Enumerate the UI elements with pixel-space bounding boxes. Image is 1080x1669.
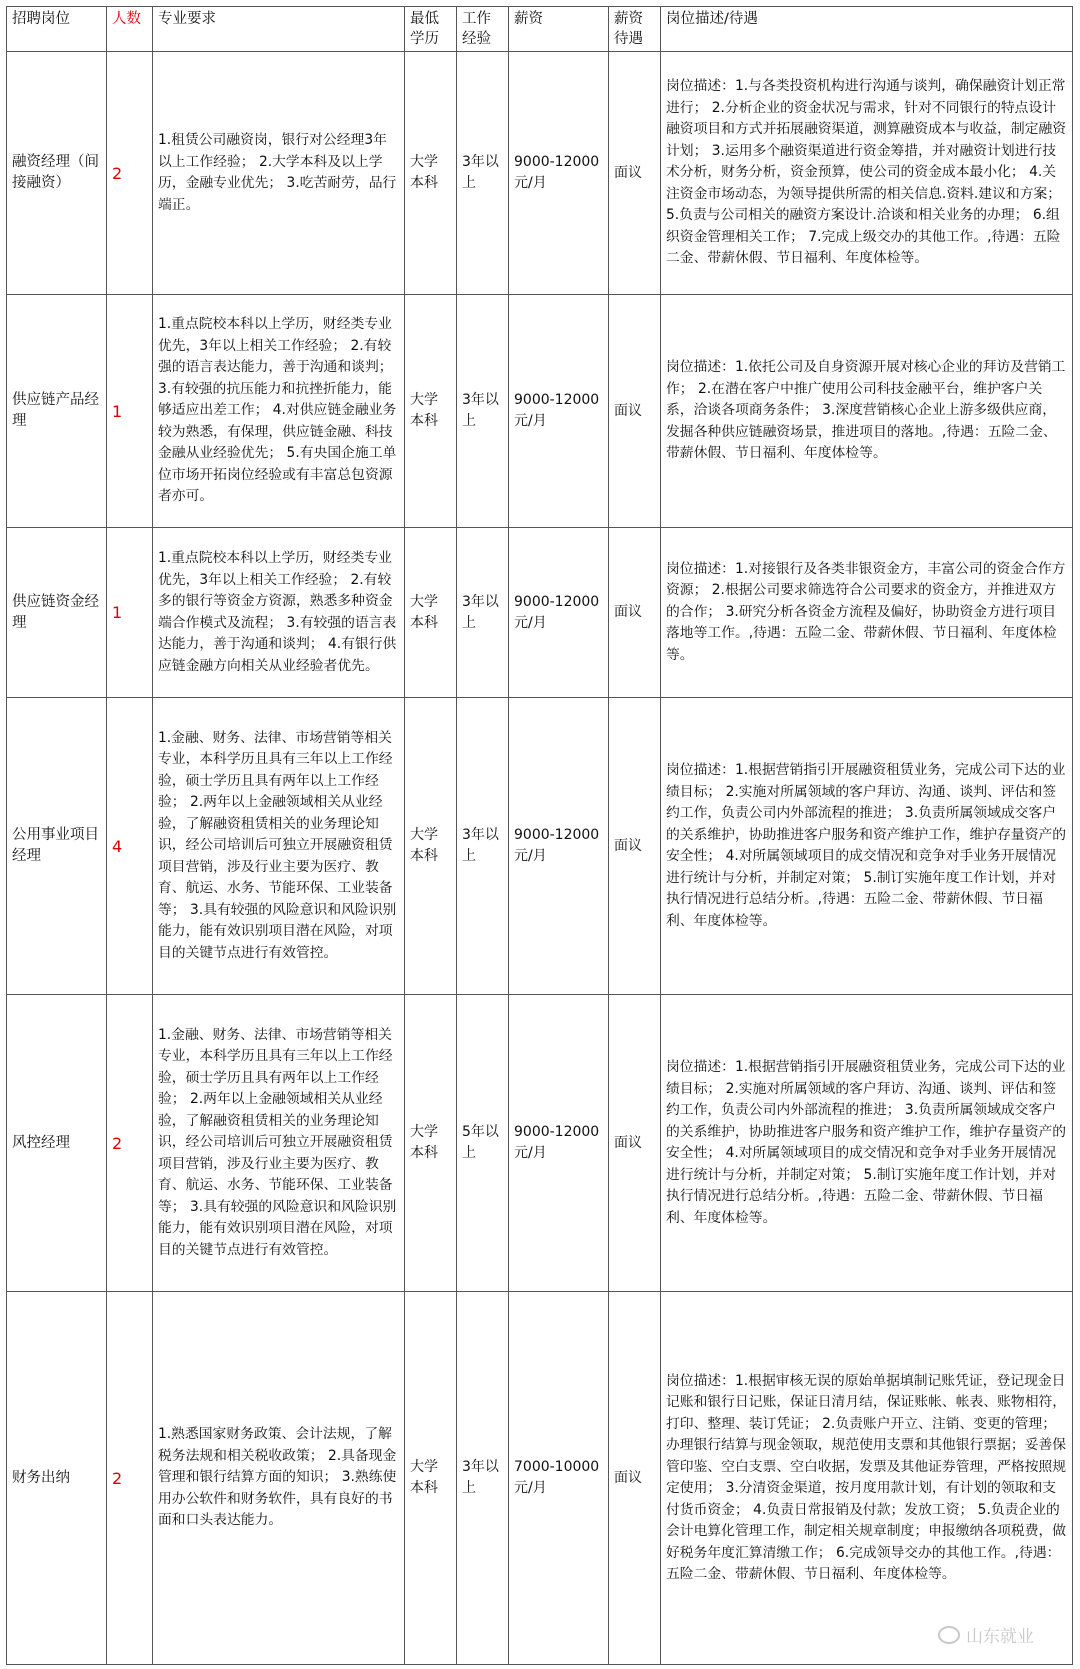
header-count: 人数 — [107, 7, 153, 52]
experience-cell: 3年以上 — [457, 528, 509, 698]
position-cell: 供应链产品经理 — [7, 295, 107, 528]
salary-terms-cell: 面议 — [609, 52, 661, 295]
experience-cell: 3年以上 — [457, 295, 509, 528]
table-row — [7, 295, 1073, 528]
experience-cell: 3年以上 — [457, 698, 509, 995]
description-cell: 岗位描述：1.根据审核无误的原始单据填制记账凭证，登记现金日记账和银行日记账，保证日清月结，保证账帐、帐表、账物相符，打印、整理、装订凭证； 2.负责账户开立、注销、变更的管理；办理银行结算与现金领取，规范使用支票和其他银行票据；妥善保管印鉴、空白支票、空白收据，发票及其他证券管理，严格按照规定使用； 3.分清资金渠道，按月度用款计划，有计划的领取和支付货币资金； 4.负责日常报销及付款；发放工资； 5.负责企业的会计电算化管理工作，制定相关规章制度；申报缴纳各项税费，做好税务年度汇算清缴工作； 6.完成领导交办的其他工作。,待遇：五险二金、带薪休假、节日福利、年度体检等。 — [661, 1292, 1073, 1665]
table-row — [7, 1292, 1073, 1665]
experience-cell: 3年以上 — [457, 52, 509, 295]
salary-terms-cell: 面议 — [609, 995, 661, 1292]
requirements-cell: 1.租赁公司融资岗，银行对公经理3年以上工作经验； 2.大学本科及以上学历，金融专业优先； 3.吃苦耐劳，品行端正。 — [153, 52, 405, 295]
salary-terms-cell: 面议 — [609, 698, 661, 995]
experience-cell: 3年以上 — [457, 1292, 509, 1665]
header-row — [7, 7, 1073, 52]
salary-cell: 7000-10000元/月 — [509, 1292, 609, 1665]
education-cell: 大学本科 — [405, 52, 457, 295]
description-cell: 岗位描述：1.根据营销指引开展融资租赁业务，完成公司下达的业绩目标； 2.实施对所属领域的客户拜访、沟通、谈判、评估和签约工作，负责公司内外部流程的推进； 3.负责所属领域成交客户的关系维护，协助推进客户服务和资产维护工作，维护存量资产的安全性； 4.对所属领域项目的成交情况和竞争对手业务开展情况进行统计与分析，并制定对策； 5.制订实施年度工作计划，并对执行情况进行总结分析。,待遇：五险二金、带薪休假、节日福利、年度体检等。 — [661, 698, 1073, 995]
count-cell: 2 — [107, 995, 153, 1292]
description-cell: 岗位描述：1.对接银行及各类非银资金方，丰富公司的资金合作方资源； 2.根据公司要求筛选符合公司要求的资金方，并推进双方的合作； 3.研究分析各资金方流程及偏好，协助资金方进行项目落地等工作。,待遇：五险二金、带薪休假、节日福利、年度体检等。 — [661, 528, 1073, 698]
salary-cell: 9000-12000元/月 — [509, 528, 609, 698]
position-cell: 财务出纳 — [7, 1292, 107, 1665]
table-row — [7, 528, 1073, 698]
salary-cell: 9000-12000元/月 — [509, 295, 609, 528]
requirements-cell: 1.熟悉国家财务政策、会计法规，了解税务法规和相关税收政策； 2.具备现金管理和银行结算方面的知识； 3.熟练使用办公软件和财务软件，具有良好的书面和口头表达能力。 — [153, 1292, 405, 1665]
header-education: 最低学历 — [405, 7, 457, 52]
education-cell: 大学本科 — [405, 295, 457, 528]
salary-cell: 9000-12000元/月 — [509, 995, 609, 1292]
recruitment-table — [6, 6, 1073, 1665]
count-cell: 2 — [107, 1292, 153, 1665]
requirements-cell: 1.金融、财务、法律、市场营销等相关专业，本科学历且具有三年以上工作经验，硕士学历且具有两年以上工作经验； 2.两年以上金融领域相关从业经验，了解融资租赁相关的业务理论知识，经公司培训后可独立开展融资租赁项目营销，涉及行业主要为医疗、教育、航运、水务、节能环保、工业装备等； 3.具有较强的风险意识和风险识别能力，能有效识别项目潜在风险，对项目的关键节点进行有效管控。 — [153, 995, 405, 1292]
salary-cell: 9000-12000元/月 — [509, 698, 609, 995]
table-row — [7, 698, 1073, 995]
education-cell: 大学本科 — [405, 698, 457, 995]
salary-terms-cell: 面议 — [609, 528, 661, 698]
education-cell: 大学本科 — [405, 1292, 457, 1665]
count-cell: 1 — [107, 528, 153, 698]
header-description: 岗位描述/待遇 — [661, 7, 1073, 52]
table-row — [7, 52, 1073, 295]
position-cell: 风控经理 — [7, 995, 107, 1292]
requirements-cell: 1.金融、财务、法律、市场营销等相关专业，本科学历且具有三年以上工作经验，硕士学历且具有两年以上工作经验； 2.两年以上金融领域相关从业经验，了解融资租赁相关的业务理论知识，经公司培训后可独立开展融资租赁项目营销，涉及行业主要为医疗、教育、航运、水务、节能环保、工业装备等； 3.具有较强的风险意识和风险识别能力，能有效识别项目潜在风险，对项目的关键节点进行有效管控。 — [153, 698, 405, 995]
count-cell: 2 — [107, 52, 153, 295]
salary-terms-cell: 面议 — [609, 1292, 661, 1665]
header-experience: 工作经验 — [457, 7, 509, 52]
education-cell: 大学本科 — [405, 995, 457, 1292]
header-salary: 薪资 — [509, 7, 609, 52]
header-requirements: 专业要求 — [153, 7, 405, 52]
position-cell: 供应链资金经理 — [7, 528, 107, 698]
header-position: 招聘岗位 — [7, 7, 107, 52]
salary-cell: 9000-12000元/月 — [509, 52, 609, 295]
requirements-cell: 1.重点院校本科以上学历，财经类专业优先，3年以上相关工作经验； 2.有较多的银行等资金方资源，熟悉多种资金端合作模式及流程； 3.有较强的语言表达能力，善于沟通和谈判； 4.有银行供应链金融方向相关从业经验者优先。 — [153, 528, 405, 698]
experience-cell: 5年以上 — [457, 995, 509, 1292]
position-cell: 公用事业项目经理 — [7, 698, 107, 995]
count-cell: 4 — [107, 698, 153, 995]
watermark-text: 山东就业 — [966, 1627, 1034, 1647]
description-cell: 岗位描述：1.与各类投资机构进行沟通与谈判，确保融资计划正常进行； 2.分析企业的资金状况与需求，针对不同银行的特点设计融资项目和方式并拓展融资渠道，测算融资成本与收益，制定融资计划； 3.运用多个融资渠道进行资金筹措，并对融资计划进行技术分析，财务分析，资金预算，使公司的资金成本最小化； 4.关注资金市场动态，为领导提供所需的相关信息.资料.建议和方案； 5.负责与公司相关的融资方案设计.洽谈和相关业务的办理； 6.组织资金管理相关工作； 7.完成上级交办的其他工作。,待遇：五险二金、带薪休假、节日福利、年度体检等。 — [661, 52, 1073, 295]
requirements-cell: 1.重点院校本科以上学历，财经类专业优先，3年以上相关工作经验； 2.有较强的语言表达能力，善于沟通和谈判； 3.有较强的抗压能力和抗挫折能力，能够适应出差工作； 4.对供应链金融业务较为熟悉，有保理，供应链金融、科技金融从业经验优先； 5.有央国企施工单位市场开拓岗位经验或有丰富总包资源者亦可。 — [153, 295, 405, 528]
position-cell: 融资经理（间接融资） — [7, 52, 107, 295]
description-cell: 岗位描述：1.依托公司及自身资源开展对核心企业的拜访及营销工作； 2.在潜在客户中推广使用公司科技金融平台，维护客户关系，洽谈各项商务条件； 3.深度营销核心企业上游多级供应商，发掘各种供应链融资场景，推进项目的落地。,待遇：五险二金、带薪休假、节日福利、年度体检等。 — [661, 295, 1073, 528]
table-row — [7, 995, 1073, 1292]
header-salary-terms: 薪资待遇 — [609, 7, 661, 52]
education-cell: 大学本科 — [405, 528, 457, 698]
description-cell: 岗位描述：1.根据营销指引开展融资租赁业务，完成公司下达的业绩目标； 2.实施对所属领域的客户拜访、沟通、谈判、评估和签约工作，负责公司内外部流程的推进； 3.负责所属领域成交客户的关系维护，协助推进客户服务和资产维护工作，维护存量资产的安全性； 4.对所属领域项目的成交情况和竞争对手业务开展情况进行统计与分析，并制定对策； 5.制订实施年度工作计划，并对执行情况进行总结分析。,待遇：五险二金、带薪休假、节日福利、年度体检等。 — [661, 995, 1073, 1292]
count-cell: 1 — [107, 295, 153, 528]
salary-terms-cell: 面议 — [609, 295, 661, 528]
